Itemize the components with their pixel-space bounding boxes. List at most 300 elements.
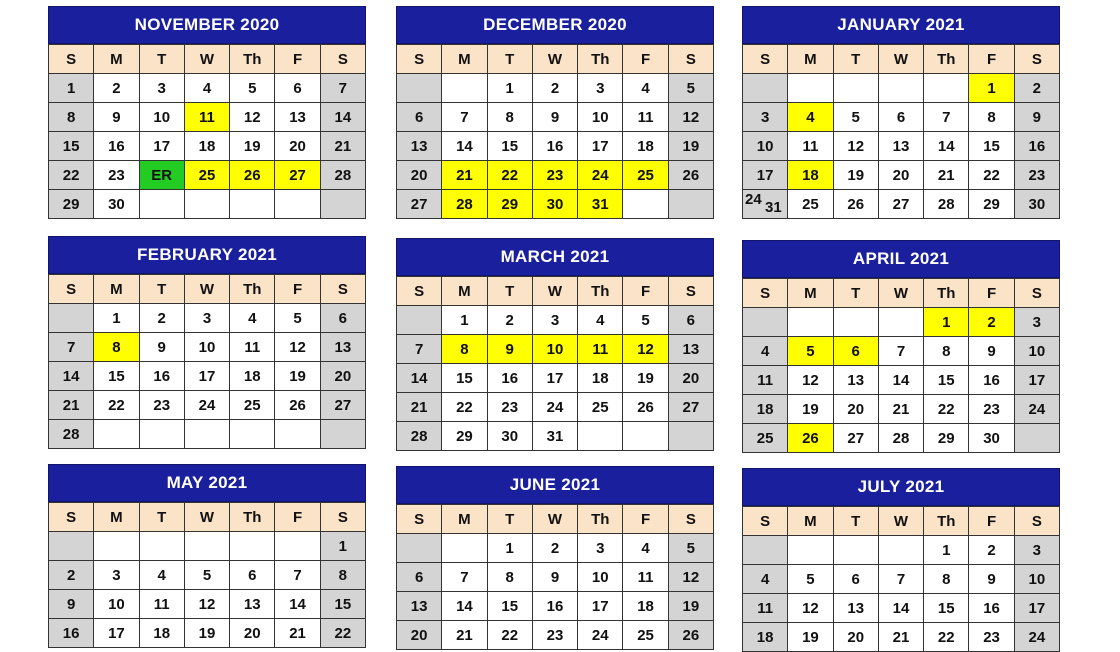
weekday-header: T bbox=[833, 507, 878, 536]
weekday-header: W bbox=[184, 275, 229, 304]
day-cell: 6 bbox=[668, 306, 713, 335]
weekday-header: Th bbox=[230, 275, 275, 304]
day-cell: 6 bbox=[320, 304, 365, 333]
day-cell: 8 bbox=[320, 561, 365, 590]
weekday-header: F bbox=[969, 279, 1014, 308]
month-calendar bbox=[396, 238, 714, 451]
weekday-header: T bbox=[487, 505, 532, 534]
day-cell: 18 bbox=[230, 362, 275, 391]
weekday-header: T bbox=[487, 277, 532, 306]
day-cell: 13 bbox=[833, 594, 878, 623]
weekday-header: S bbox=[668, 45, 713, 74]
day-cell: 3 bbox=[139, 74, 184, 103]
weekday-header-row bbox=[49, 275, 366, 304]
week-row bbox=[397, 335, 714, 364]
day-cell: 23 bbox=[487, 393, 532, 422]
day-cell: 17 bbox=[94, 619, 139, 648]
weekday-header-row bbox=[397, 45, 714, 74]
day-cell: 6 bbox=[397, 103, 442, 132]
weekday-header-row bbox=[397, 505, 714, 534]
day-cell bbox=[184, 532, 229, 561]
month-grid bbox=[48, 502, 366, 648]
day-cell: 21 bbox=[320, 132, 365, 161]
day-cell bbox=[442, 534, 487, 563]
month-title: JULY 2021 bbox=[742, 468, 1060, 506]
week-row bbox=[49, 161, 366, 190]
day-cell bbox=[833, 536, 878, 565]
day-cell: 6 bbox=[230, 561, 275, 590]
day-cell: 7 bbox=[320, 74, 365, 103]
day-cell: 21 bbox=[442, 621, 487, 650]
month-title: MAY 2021 bbox=[48, 464, 366, 502]
day-cell: 27 bbox=[833, 424, 878, 453]
day-cell: 15 bbox=[94, 362, 139, 391]
day-cell: 2 bbox=[969, 536, 1014, 565]
day-cell bbox=[623, 422, 668, 451]
day-number: 31 bbox=[765, 199, 782, 216]
day-cell: 14 bbox=[397, 364, 442, 393]
day-cell: 24 bbox=[184, 391, 229, 420]
day-cell: 26 bbox=[788, 424, 833, 453]
week-row bbox=[49, 420, 366, 449]
day-cell: 30 bbox=[532, 190, 577, 219]
day-cell: 8 bbox=[924, 337, 969, 366]
day-cell: 14 bbox=[924, 132, 969, 161]
week-row bbox=[49, 362, 366, 391]
day-cell bbox=[49, 304, 94, 333]
weekday-header: Th bbox=[924, 279, 969, 308]
day-cell: 27 bbox=[275, 161, 320, 190]
week-row bbox=[743, 308, 1060, 337]
day-cell: 11 bbox=[743, 594, 788, 623]
day-cell: 28 bbox=[397, 422, 442, 451]
day-cell: 13 bbox=[397, 592, 442, 621]
week-row bbox=[49, 132, 366, 161]
weekday-header: F bbox=[275, 503, 320, 532]
day-cell bbox=[788, 308, 833, 337]
day-cell: 13 bbox=[275, 103, 320, 132]
day-cell: 8 bbox=[94, 333, 139, 362]
weekday-header: S bbox=[320, 45, 365, 74]
day-cell bbox=[397, 74, 442, 103]
day-cell: 5 bbox=[668, 74, 713, 103]
weekday-header: M bbox=[442, 277, 487, 306]
day-cell: 9 bbox=[139, 333, 184, 362]
day-cell bbox=[1014, 424, 1059, 453]
weekday-header: Th bbox=[924, 507, 969, 536]
day-cell: 22 bbox=[924, 623, 969, 652]
weekday-header: T bbox=[833, 279, 878, 308]
weekday-header-row bbox=[49, 45, 366, 74]
day-cell: 21 bbox=[442, 161, 487, 190]
day-cell: 7 bbox=[49, 333, 94, 362]
weekday-header: Th bbox=[578, 505, 623, 534]
day-cell: 15 bbox=[924, 366, 969, 395]
day-cell: 12 bbox=[184, 590, 229, 619]
week-row bbox=[397, 132, 714, 161]
day-cell: 22 bbox=[924, 395, 969, 424]
day-cell: 16 bbox=[969, 594, 1014, 623]
week-row bbox=[743, 395, 1060, 424]
day-cell: 26 bbox=[833, 190, 878, 219]
day-cell: 23 bbox=[1014, 161, 1059, 190]
day-cell: 9 bbox=[532, 563, 577, 592]
day-cell: 11 bbox=[139, 590, 184, 619]
day-cell bbox=[397, 306, 442, 335]
weekday-header: W bbox=[532, 45, 577, 74]
day-cell bbox=[320, 420, 365, 449]
weekday-header: W bbox=[532, 505, 577, 534]
month-calendar bbox=[742, 240, 1060, 453]
weekday-header: W bbox=[184, 45, 229, 74]
week-row bbox=[397, 190, 714, 219]
weekday-header: Th bbox=[924, 45, 969, 74]
day-cell: 2 bbox=[1014, 74, 1059, 103]
weekday-header: W bbox=[878, 507, 923, 536]
week-row bbox=[49, 391, 366, 420]
day-cell: 20 bbox=[320, 362, 365, 391]
day-cell: 26 bbox=[230, 161, 275, 190]
day-cell bbox=[668, 422, 713, 451]
weekday-header-row bbox=[743, 279, 1060, 308]
day-cell: 2 bbox=[94, 74, 139, 103]
day-cell: 12 bbox=[230, 103, 275, 132]
week-row bbox=[49, 619, 366, 648]
month-grid bbox=[48, 44, 366, 219]
month-title: DECEMBER 2020 bbox=[396, 6, 714, 44]
day-cell: 19 bbox=[668, 592, 713, 621]
day-cell: 23 bbox=[532, 621, 577, 650]
month-title: JANUARY 2021 bbox=[742, 6, 1060, 44]
day-cell: 19 bbox=[788, 623, 833, 652]
day-cell: 17 bbox=[184, 362, 229, 391]
day-cell bbox=[94, 420, 139, 449]
month-calendar bbox=[48, 464, 366, 648]
weekday-header: S bbox=[1014, 279, 1059, 308]
week-row bbox=[49, 190, 366, 219]
day-cell: 25 bbox=[623, 161, 668, 190]
week-row bbox=[743, 366, 1060, 395]
day-cell bbox=[397, 534, 442, 563]
day-cell: 8 bbox=[487, 563, 532, 592]
month-title: MARCH 2021 bbox=[396, 238, 714, 276]
day-cell: 22 bbox=[320, 619, 365, 648]
day-cell: 19 bbox=[623, 364, 668, 393]
day-cell: 25 bbox=[788, 190, 833, 219]
day-cell: 14 bbox=[49, 362, 94, 391]
day-cell: 20 bbox=[878, 161, 923, 190]
week-row bbox=[743, 536, 1060, 565]
day-cell: 25 bbox=[578, 393, 623, 422]
day-cell bbox=[49, 532, 94, 561]
day-cell: 9 bbox=[969, 565, 1014, 594]
weekday-header: S bbox=[320, 503, 365, 532]
week-row bbox=[49, 333, 366, 362]
day-cell: 14 bbox=[275, 590, 320, 619]
day-cell bbox=[878, 308, 923, 337]
day-cell: 28 bbox=[442, 190, 487, 219]
day-cell: 7 bbox=[878, 337, 923, 366]
day-cell: ER bbox=[139, 161, 184, 190]
weekday-header: S bbox=[1014, 507, 1059, 536]
day-cell: 4 bbox=[623, 534, 668, 563]
day-cell: 27 bbox=[320, 391, 365, 420]
weekday-header: S bbox=[397, 505, 442, 534]
weekday-header-row bbox=[743, 45, 1060, 74]
week-row bbox=[397, 621, 714, 650]
weekday-header: S bbox=[668, 505, 713, 534]
day-cell: 27 bbox=[668, 393, 713, 422]
month-calendar bbox=[396, 466, 714, 650]
weekday-header: T bbox=[139, 45, 184, 74]
weekday-header: W bbox=[878, 45, 923, 74]
day-cell: 6 bbox=[833, 565, 878, 594]
week-row bbox=[743, 103, 1060, 132]
day-cell bbox=[139, 532, 184, 561]
day-cell: 9 bbox=[1014, 103, 1059, 132]
day-cell: 3 bbox=[94, 561, 139, 590]
day-cell: 11 bbox=[623, 103, 668, 132]
week-row bbox=[743, 337, 1060, 366]
day-cell: 17 bbox=[743, 161, 788, 190]
day-cell: 20 bbox=[230, 619, 275, 648]
day-cell: 2 bbox=[139, 304, 184, 333]
weekday-header: S bbox=[49, 275, 94, 304]
day-cell: 5 bbox=[275, 304, 320, 333]
day-cell: 28 bbox=[924, 190, 969, 219]
day-cell: 9 bbox=[969, 337, 1014, 366]
day-cell: 21 bbox=[397, 393, 442, 422]
day-cell: 2 bbox=[49, 561, 94, 590]
day-cell bbox=[275, 532, 320, 561]
weekday-header: S bbox=[49, 503, 94, 532]
day-cell: 13 bbox=[320, 333, 365, 362]
weekday-header: S bbox=[49, 45, 94, 74]
month-calendar bbox=[742, 6, 1060, 219]
day-cell: 28 bbox=[320, 161, 365, 190]
day-cell bbox=[743, 308, 788, 337]
day-cell: 9 bbox=[94, 103, 139, 132]
day-cell: 5 bbox=[833, 103, 878, 132]
day-cell: 1 bbox=[924, 536, 969, 565]
day-cell bbox=[184, 420, 229, 449]
day-cell: 12 bbox=[788, 594, 833, 623]
day-cell: 13 bbox=[668, 335, 713, 364]
day-cell: 10 bbox=[532, 335, 577, 364]
day-cell: 23 bbox=[94, 161, 139, 190]
day-cell: 17 bbox=[1014, 594, 1059, 623]
day-cell: 25 bbox=[230, 391, 275, 420]
day-cell: 8 bbox=[442, 335, 487, 364]
weekday-header: S bbox=[668, 277, 713, 306]
day-cell: 25 bbox=[623, 621, 668, 650]
day-cell: 2 bbox=[532, 74, 577, 103]
weekday-header: Th bbox=[230, 503, 275, 532]
day-cell: 2 bbox=[487, 306, 532, 335]
day-cell: 16 bbox=[49, 619, 94, 648]
weekday-header: Th bbox=[578, 45, 623, 74]
day-cell: 21 bbox=[878, 395, 923, 424]
day-cell: 8 bbox=[969, 103, 1014, 132]
weekday-header: M bbox=[788, 45, 833, 74]
month-title: FEBRUARY 2021 bbox=[48, 236, 366, 274]
day-cell: 29 bbox=[924, 424, 969, 453]
week-row bbox=[397, 306, 714, 335]
day-cell: 4 bbox=[788, 103, 833, 132]
day-cell: 29 bbox=[969, 190, 1014, 219]
day-cell: 21 bbox=[878, 623, 923, 652]
day-cell: 24 bbox=[578, 161, 623, 190]
month-calendar bbox=[48, 236, 366, 449]
day-cell: 6 bbox=[275, 74, 320, 103]
day-cell: 3 bbox=[578, 534, 623, 563]
day-cell: 3 bbox=[1014, 536, 1059, 565]
day-cell bbox=[184, 190, 229, 219]
day-cell: 10 bbox=[184, 333, 229, 362]
day-cell: 18 bbox=[623, 132, 668, 161]
day-cell: 6 bbox=[397, 563, 442, 592]
weekday-header: F bbox=[623, 45, 668, 74]
day-cell: 5 bbox=[668, 534, 713, 563]
day-cell bbox=[230, 420, 275, 449]
week-row bbox=[743, 161, 1060, 190]
weekday-header: F bbox=[969, 507, 1014, 536]
weekday-header: S bbox=[743, 507, 788, 536]
day-cell: 8 bbox=[49, 103, 94, 132]
day-cell: 26 bbox=[668, 621, 713, 650]
day-cell: 16 bbox=[487, 364, 532, 393]
day-cell: 14 bbox=[320, 103, 365, 132]
day-cell: 22 bbox=[969, 161, 1014, 190]
day-cell: 9 bbox=[49, 590, 94, 619]
day-cell: 18 bbox=[184, 132, 229, 161]
day-cell: 14 bbox=[442, 132, 487, 161]
week-row bbox=[743, 74, 1060, 103]
day-cell: 1 bbox=[487, 534, 532, 563]
day-cell: 11 bbox=[743, 366, 788, 395]
day-cell: 4 bbox=[139, 561, 184, 590]
day-cell: 11 bbox=[230, 333, 275, 362]
day-cell: 7 bbox=[275, 561, 320, 590]
week-row bbox=[49, 590, 366, 619]
day-cell bbox=[668, 190, 713, 219]
weekday-header: S bbox=[743, 279, 788, 308]
weekday-header: S bbox=[1014, 45, 1059, 74]
day-cell: 1 bbox=[924, 308, 969, 337]
day-cell: 16 bbox=[532, 592, 577, 621]
weekday-header: S bbox=[320, 275, 365, 304]
day-cell: 19 bbox=[275, 362, 320, 391]
weekday-header: F bbox=[623, 277, 668, 306]
day-cell bbox=[139, 190, 184, 219]
day-cell: 27 bbox=[397, 190, 442, 219]
day-cell bbox=[833, 74, 878, 103]
day-cell: 25 bbox=[743, 424, 788, 453]
month-grid bbox=[396, 44, 714, 219]
weekday-header: F bbox=[623, 505, 668, 534]
day-cell: 18 bbox=[743, 395, 788, 424]
weekday-header: W bbox=[878, 279, 923, 308]
day-cell: 16 bbox=[532, 132, 577, 161]
day-cell: 15 bbox=[442, 364, 487, 393]
day-cell: 21 bbox=[49, 391, 94, 420]
day-cell: 13 bbox=[397, 132, 442, 161]
day-cell: 2 bbox=[969, 308, 1014, 337]
day-cell: 22 bbox=[442, 393, 487, 422]
day-cell: 4 bbox=[230, 304, 275, 333]
day-cell: 19 bbox=[230, 132, 275, 161]
day-cell: 30 bbox=[1014, 190, 1059, 219]
week-row bbox=[743, 190, 1060, 219]
week-row bbox=[397, 393, 714, 422]
day-cell: 18 bbox=[578, 364, 623, 393]
day-cell: 2 bbox=[532, 534, 577, 563]
day-cell: 1 bbox=[487, 74, 532, 103]
week-row bbox=[397, 161, 714, 190]
day-cell: 27 bbox=[878, 190, 923, 219]
day-cell: 29 bbox=[442, 422, 487, 451]
day-cell: 14 bbox=[878, 594, 923, 623]
day-cell: 21 bbox=[924, 161, 969, 190]
day-cell: 20 bbox=[275, 132, 320, 161]
day-cell: 3 bbox=[184, 304, 229, 333]
day-cell: 22 bbox=[49, 161, 94, 190]
weekday-header: S bbox=[743, 45, 788, 74]
week-row bbox=[743, 132, 1060, 161]
day-cell bbox=[743, 74, 788, 103]
day-cell: 17 bbox=[1014, 366, 1059, 395]
day-cell: 30 bbox=[969, 424, 1014, 453]
day-cell bbox=[743, 536, 788, 565]
day-cell: 29 bbox=[49, 190, 94, 219]
week-row bbox=[49, 561, 366, 590]
weekday-header: F bbox=[275, 45, 320, 74]
weekday-header: M bbox=[94, 503, 139, 532]
day-cell: 21 bbox=[275, 619, 320, 648]
day-cell: 12 bbox=[833, 132, 878, 161]
day-cell: 26 bbox=[275, 391, 320, 420]
week-row bbox=[743, 594, 1060, 623]
day-cell: 26 bbox=[668, 161, 713, 190]
day-cell: 4 bbox=[743, 337, 788, 366]
day-cell: 22 bbox=[487, 161, 532, 190]
day-cell: 7 bbox=[924, 103, 969, 132]
day-cell: 31 bbox=[578, 190, 623, 219]
week-row bbox=[743, 565, 1060, 594]
day-cell bbox=[320, 190, 365, 219]
weekday-header-row bbox=[397, 277, 714, 306]
day-cell: 16 bbox=[1014, 132, 1059, 161]
week-row bbox=[49, 304, 366, 333]
day-cell: 15 bbox=[924, 594, 969, 623]
day-cell: 24 bbox=[1014, 623, 1059, 652]
day-cell: 23 bbox=[969, 395, 1014, 424]
day-cell: 1 bbox=[969, 74, 1014, 103]
month-grid bbox=[742, 44, 1060, 219]
day-cell: 18 bbox=[788, 161, 833, 190]
day-cell: 12 bbox=[623, 335, 668, 364]
day-cell: 23 bbox=[969, 623, 1014, 652]
day-cell bbox=[230, 190, 275, 219]
day-cell: 10 bbox=[94, 590, 139, 619]
day-cell: 3 bbox=[578, 74, 623, 103]
day-cell: 5 bbox=[788, 565, 833, 594]
day-cell: 15 bbox=[487, 592, 532, 621]
weekday-header: W bbox=[184, 503, 229, 532]
day-cell: 4 bbox=[623, 74, 668, 103]
month-grid bbox=[48, 274, 366, 449]
day-cell: 19 bbox=[788, 395, 833, 424]
